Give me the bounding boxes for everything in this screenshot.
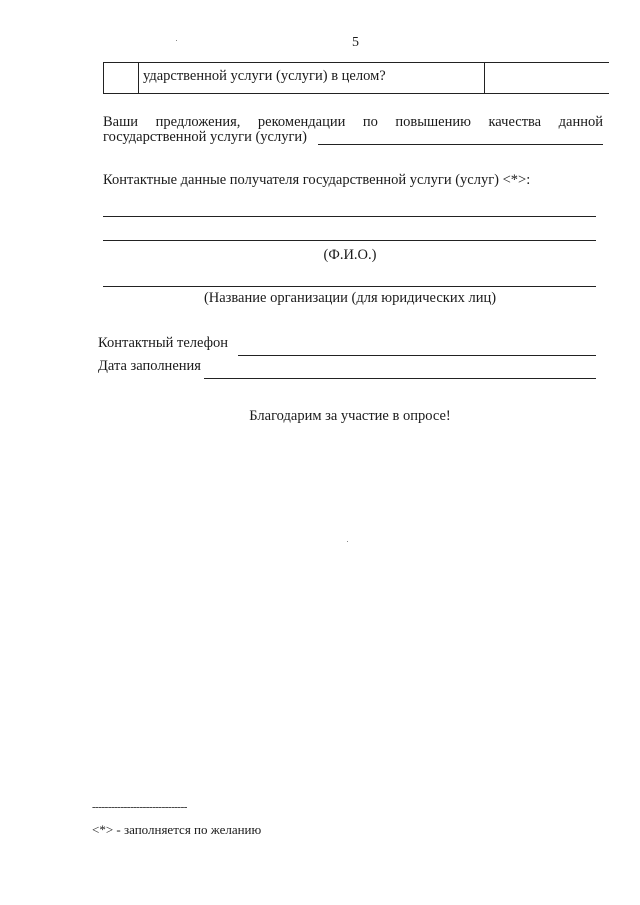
table-cell-number <box>104 63 139 93</box>
page-number: 5 <box>352 35 359 50</box>
suggestions-word: рекомендации <box>257 114 346 130</box>
table-cell-question <box>139 63 485 93</box>
suggestions-input-line[interactable] <box>318 144 603 145</box>
suggestions-word: повышению <box>395 114 471 130</box>
suggestions-word: качества <box>488 114 542 130</box>
fio-caption: (Ф.И.О.) <box>323 247 377 263</box>
organization-input-line[interactable] <box>103 286 596 287</box>
scan-speck <box>347 541 348 542</box>
survey-table-row <box>103 62 609 94</box>
contacts-input-line-2[interactable] <box>103 240 596 241</box>
contacts-heading: Контактные данные получателя государственной услуги (услуг) <*>: <box>103 172 531 188</box>
suggestions-line-2: государственной услуги (услуги) <box>103 129 308 145</box>
organization-caption: (Название организации (для юридических лиц) <box>203 290 497 306</box>
table-cell-answer <box>485 63 609 93</box>
suggestions-word: данной <box>558 114 603 130</box>
suggestions-word: по <box>362 114 378 130</box>
question-text: ударственной услуги (услуги) в целом? <box>143 68 386 84</box>
scan-speck <box>176 40 177 41</box>
contacts-input-line-1[interactable] <box>103 216 596 217</box>
suggestions-word: Ваши <box>103 114 139 130</box>
phone-label: Контактный телефон <box>98 335 229 351</box>
thanks-message: Благодарим за участие в опросе! <box>249 408 451 424</box>
suggestions-word: предложения, <box>155 114 241 130</box>
phone-input-line[interactable] <box>238 355 596 356</box>
date-input-line[interactable] <box>204 378 596 379</box>
date-label: Дата заполнения <box>98 358 201 374</box>
footnote-text: <*> - заполняется по желанию <box>92 822 262 837</box>
footnote-rule: ------------------------------ <box>92 801 187 813</box>
